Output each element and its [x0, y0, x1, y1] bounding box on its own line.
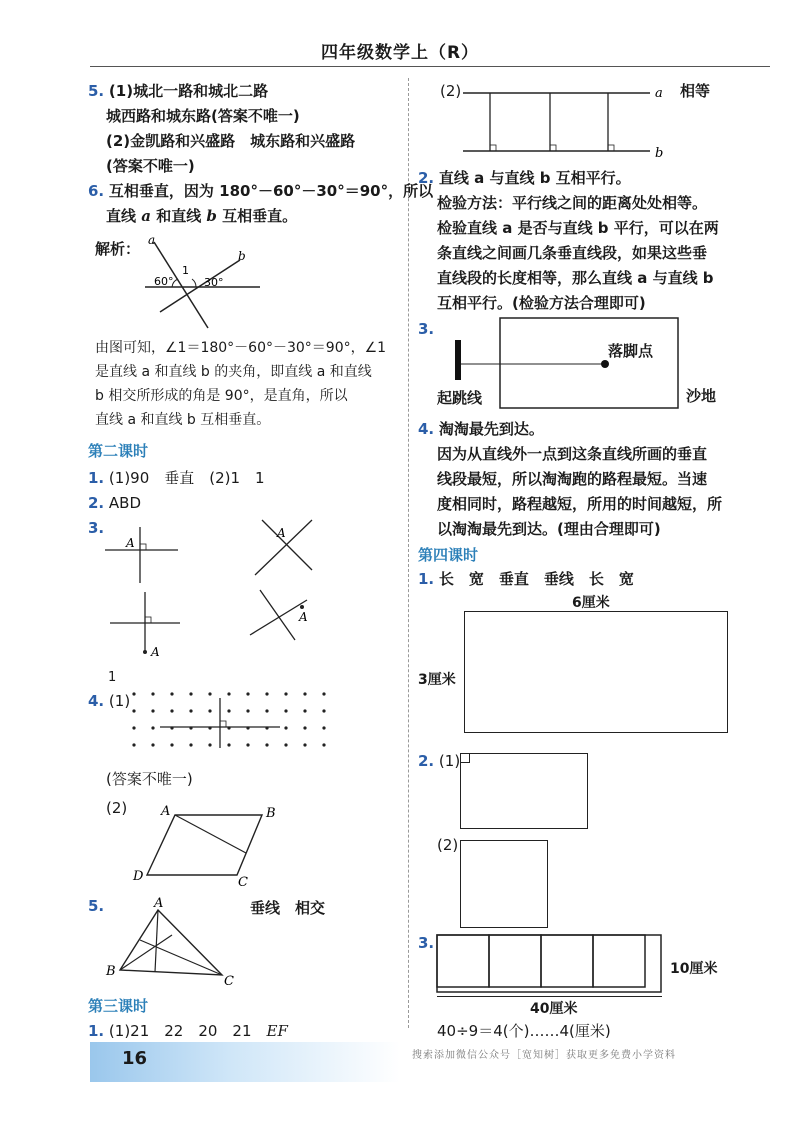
square-part2	[460, 840, 548, 928]
grid-dot	[170, 743, 173, 746]
text-line: 互相垂直，因为 180°－60°－30°＝90°，所以	[108, 182, 434, 200]
right-angle-mark	[608, 145, 614, 151]
label-b: b	[238, 249, 246, 263]
label-a: a	[655, 86, 663, 101]
square	[437, 935, 489, 987]
watermark: 搜索添加微信公众号［宽知树］获取更多免费小学资料	[412, 1050, 676, 1061]
grid-dot	[303, 743, 306, 746]
text-line: 互相平行。(检验方法合理即可)	[437, 294, 646, 312]
square	[593, 935, 645, 987]
grid-dot	[265, 692, 268, 695]
vertex-d: D	[133, 869, 144, 884]
grid-dot	[189, 692, 192, 695]
q-number: 3.	[88, 519, 105, 537]
part-label: (1)	[438, 752, 461, 770]
var-a: a	[141, 207, 151, 225]
right-angle-mark	[460, 753, 470, 763]
point-a-label: A	[299, 610, 308, 624]
altitude	[120, 935, 172, 970]
right-angle-mark	[490, 145, 496, 151]
answer-text: (1)21 22 20 21	[108, 1022, 267, 1040]
text-line: 因为从直线外一点到这条直线所画的垂直	[437, 445, 708, 463]
triangle-figure	[100, 895, 245, 990]
grid-dot	[246, 709, 249, 712]
parallelogram	[147, 815, 262, 875]
perp-figure-4	[245, 585, 320, 645]
text-line: 城西路和城东路(答案不唯一)	[106, 107, 300, 125]
vertex-c: C	[224, 974, 234, 989]
grid-dot	[284, 743, 287, 746]
grid-dot	[303, 709, 306, 712]
square	[489, 935, 541, 987]
vertex-a: A	[161, 804, 171, 819]
answer-text: 相等	[680, 82, 711, 100]
grid-dot	[151, 709, 154, 712]
q-number: 2.	[88, 494, 105, 512]
grid-dot	[227, 692, 230, 695]
outer-rectangle	[437, 935, 661, 992]
var-b: b	[206, 207, 217, 225]
vertex-a: A	[154, 896, 164, 911]
column-divider	[408, 78, 409, 1028]
q-number: 2.	[418, 752, 435, 770]
text-seg: 和直线	[150, 207, 207, 225]
altitude	[140, 940, 222, 975]
text-line: 条直线之间画几条垂直线段，如果这些垂	[437, 244, 708, 262]
vertex-b: B	[266, 806, 276, 821]
rectangle-part1	[460, 753, 588, 829]
text-line: 直线 a 与直线 b 互相平行。	[438, 169, 631, 187]
explain-line: 是直线 a 和直线 b 的夹角，即直线 a 和直线	[95, 364, 372, 380]
answer-ef: EF	[266, 1022, 288, 1040]
parallelogram-figure	[125, 800, 285, 895]
width-label: 6厘米	[572, 595, 610, 611]
grid-dot	[132, 692, 135, 695]
right-angle-mark	[145, 617, 151, 623]
grid-dot	[322, 709, 325, 712]
header-rule	[90, 66, 770, 67]
q-number: 3.	[418, 934, 435, 952]
answer-text: 垂线 相交	[250, 899, 326, 917]
grid-dot	[151, 726, 154, 729]
grid-dot	[284, 709, 287, 712]
squares-in-rectangle	[436, 932, 666, 994]
text-seg: 直线	[106, 207, 142, 225]
answer-text: ABD	[108, 494, 142, 512]
right-angle-mark	[550, 145, 556, 151]
text-line	[106, 203, 297, 229]
sandpit-label: 沙地	[686, 387, 717, 405]
answer-text: (1)90 垂直 (2)1 1	[108, 469, 265, 487]
height-label: 3厘米	[418, 672, 456, 688]
grid-dot	[151, 692, 154, 695]
square	[541, 935, 593, 987]
text-line: 度相同时，路程越短，所用的时间越短，所	[437, 495, 723, 513]
part-label: (2)	[440, 82, 462, 100]
text-line: 以淘淘最先到达。(理由合理即可)	[437, 520, 661, 538]
grid-dot	[132, 726, 135, 729]
height-line	[175, 815, 246, 853]
q-number: 4.	[88, 692, 105, 710]
label-a: a	[148, 233, 156, 247]
grid-dot	[284, 692, 287, 695]
height-label: 10厘米	[670, 961, 718, 977]
line	[260, 590, 295, 640]
part-label: (2)	[437, 836, 459, 854]
grid-dot	[170, 692, 173, 695]
label-b: b	[655, 146, 664, 161]
point-a-label: A	[277, 526, 286, 540]
q-number: 4.	[418, 420, 435, 438]
text-line: 检验方法：平行线之间的距离处处相等。	[437, 194, 708, 212]
q-number: 1.	[88, 469, 105, 487]
vertex-c: C	[238, 875, 248, 890]
explain-line: 直线 a 和直线 b 互相垂直。	[95, 412, 271, 428]
grid-dot	[265, 743, 268, 746]
text-line: 淘淘最先到达。	[438, 420, 544, 438]
text-line: 线段最短，所以淘淘跑的路程最短。当速	[437, 470, 708, 488]
right-angle-mark	[140, 544, 146, 550]
rectangle-6x3	[464, 611, 728, 733]
takeoff-line-bar	[455, 340, 461, 380]
grid-dot	[265, 709, 268, 712]
point-a	[143, 650, 147, 654]
stray-mark: 1	[108, 670, 117, 685]
grid-dot	[284, 726, 287, 729]
text-line: (答案不唯一)	[106, 157, 195, 175]
point-a-label: A	[126, 536, 135, 550]
page-title: 四年级数学上（R）	[320, 43, 480, 63]
grid-dot	[170, 709, 173, 712]
perp-figure-2	[250, 515, 320, 580]
page-number: 16	[122, 1048, 148, 1069]
text-line: (2)金凯路和兴盛路 城东路和兴盛路	[106, 132, 356, 150]
altitude	[155, 910, 158, 972]
text-line: 直线段的长度相等，那么直线 a 与直线 b	[437, 269, 714, 287]
grid-dot	[189, 743, 192, 746]
grid-dot	[132, 743, 135, 746]
calc-text: 40÷9＝4(个)……4(厘米)	[437, 1022, 611, 1040]
q-number: 5.	[88, 897, 105, 915]
lesson-2-title: 第二课时	[88, 442, 149, 460]
q-number: 2.	[418, 169, 435, 187]
vertex-b: B	[106, 964, 116, 979]
text-line: (1)城北一路和城北二路	[108, 82, 269, 100]
q-number: 1.	[418, 570, 435, 588]
lesson-4-title: 第四课时	[418, 546, 479, 564]
grid-dot	[322, 692, 325, 695]
q-number: 6.	[88, 182, 105, 200]
grid-dot	[208, 743, 211, 746]
grid-dot	[208, 692, 211, 695]
q-number: 3.	[418, 320, 435, 338]
triangle	[120, 910, 222, 975]
perp-figure-3	[105, 590, 185, 660]
grid-dot	[227, 709, 230, 712]
grid-dot	[151, 743, 154, 746]
answer-text: 长 宽 垂直 垂线 长 宽	[438, 570, 634, 588]
grid-dot	[246, 692, 249, 695]
grid-dot	[322, 743, 325, 746]
explain-line: b 相交所形成的角是 90°，是直角，所以	[95, 388, 348, 404]
angle-figure	[140, 230, 270, 330]
lesson-3-title: 第三课时	[88, 997, 149, 1015]
right-angle-mark	[220, 721, 226, 727]
grid-dot	[227, 743, 230, 746]
analysis-label: 解析：	[95, 240, 141, 258]
grid-dot	[132, 709, 135, 712]
grid-dot	[208, 709, 211, 712]
q-number: 5.	[88, 82, 105, 100]
foot-point-label: 落脚点	[608, 342, 654, 360]
grid-dot	[322, 726, 325, 729]
perp-figure-1	[100, 525, 190, 585]
grid-dot	[246, 743, 249, 746]
text-seg: 互相垂直。	[216, 207, 298, 225]
parallel-lines-figure	[458, 85, 678, 161]
point-a	[300, 605, 304, 609]
note-text: (答案不唯一)	[106, 770, 193, 788]
grid-dot	[303, 726, 306, 729]
part-label: (2)	[106, 799, 128, 817]
q-number: 1.	[88, 1022, 105, 1040]
label-30: 30°	[204, 276, 224, 289]
label-angle1: 1	[182, 264, 189, 277]
label-60: 60°	[154, 275, 174, 288]
grid-dot	[303, 692, 306, 695]
grid-dot	[189, 709, 192, 712]
text-line: 检验直线 a 是否与直线 b 平行，可以在两	[437, 219, 719, 237]
part-label: (1)	[108, 692, 131, 710]
dot-grid	[130, 690, 340, 750]
takeoff-line-label: 起跳线	[437, 389, 483, 407]
angle-arc	[192, 279, 196, 287]
width-label: 40厘米	[530, 1001, 578, 1017]
explain-line: 由图可知，∠1＝180°－60°－30°＝90°，∠1	[95, 340, 387, 356]
point-a-label: A	[151, 645, 160, 659]
